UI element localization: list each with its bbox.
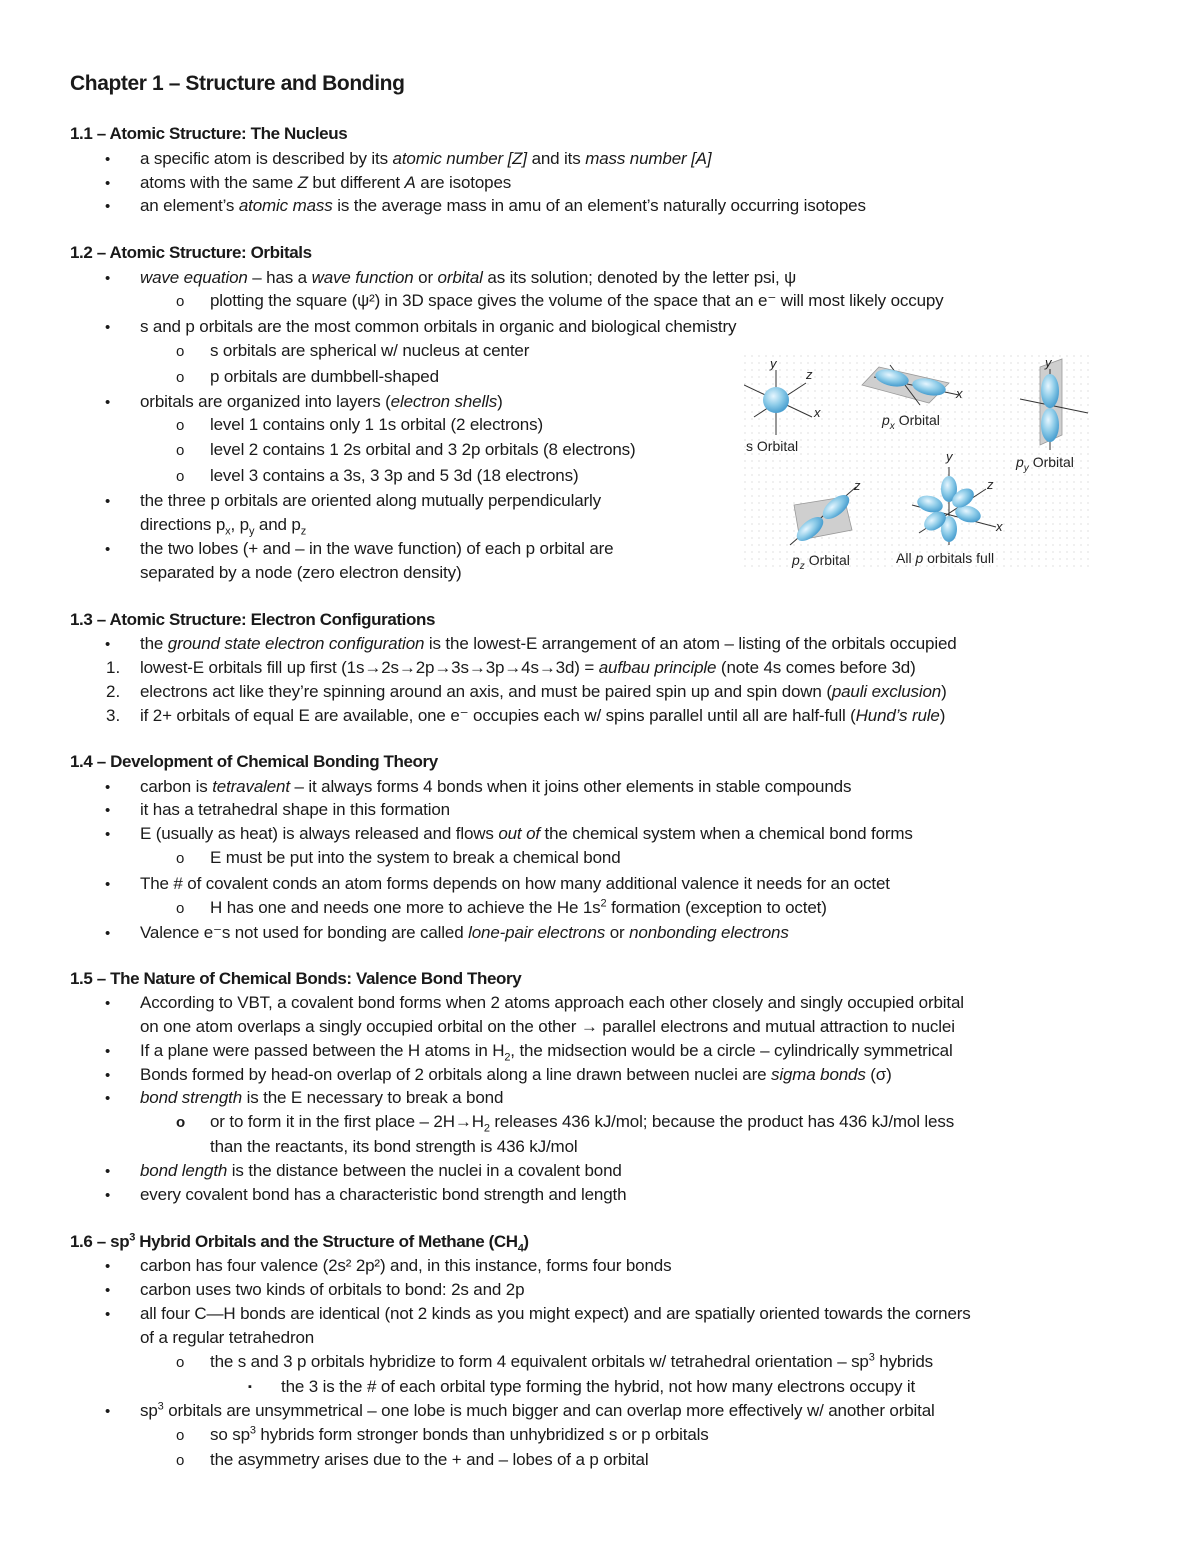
axis-label-y: y xyxy=(946,449,953,464)
bullet-marker: • xyxy=(105,1067,111,1084)
s-orbital-sphere xyxy=(763,387,789,413)
list-item-continuation: directions $p_x$, $p_y$ and $p_z$ xyxy=(140,515,307,538)
list-item: the s and 3 p orbitals hybridize to form 4 equivalent orbitals w/ tetrahedral orientation – $sp^3$ hybrids xyxy=(210,1351,934,1371)
axis-label-z: z xyxy=(987,477,994,492)
bullet-marker: • xyxy=(105,319,111,336)
list-item-continuation: separated by a node (zero electron density) xyxy=(140,563,462,582)
sub-bullet-marker: o xyxy=(176,1354,185,1371)
list-item: all four C—H bonds are identical (not 2 kinds as you might expect) and are spatially oriented towards the corners xyxy=(140,1304,971,1323)
bullet-marker: • xyxy=(105,1187,111,1204)
section-heading-1-1: 1.1 – Atomic Structure: The Nucleus xyxy=(70,124,348,143)
axis-label-x: x xyxy=(956,386,963,401)
bullet-marker: • xyxy=(105,1306,111,1323)
list-item: electrons act like they’re spinning around an axis, and must be paired spin up and spin down (pauli exclusion) xyxy=(140,682,947,701)
sub-bullet-marker: o xyxy=(176,1427,185,1444)
bullet-marker: • xyxy=(105,541,111,558)
sub-bullet-marker: o xyxy=(176,417,185,434)
py-lobe xyxy=(1041,374,1059,408)
bullet-marker: • xyxy=(105,1403,111,1420)
list-item: According to VBT, a covalent bond forms when 2 atoms approach each other closely and singly occupied orbital xyxy=(140,993,964,1012)
list-item: every covalent bond has a characteristic bond strength and length xyxy=(140,1185,627,1204)
bullet-marker: • xyxy=(105,1090,111,1107)
list-item-continuation: of a regular tetrahedron xyxy=(140,1328,315,1347)
section-heading-1-3: 1.3 – Atomic Structure: Electron Configurations xyxy=(70,610,436,629)
section-heading-1-5: 1.5 – The Nature of Chemical Bonds: Valence Bond Theory xyxy=(70,969,522,988)
sub-bullet-marker: o xyxy=(176,468,185,485)
bullet-marker: • xyxy=(105,175,111,192)
list-item: s and p orbitals are the most common orbitals in organic and biological chemistry xyxy=(140,317,737,336)
list-item: if 2+ orbitals of equal E are available, one e⁻ occupies each w/ spins parallel until all are half-full (Hund’s rule) xyxy=(140,706,946,725)
sub-bullet-marker: o xyxy=(176,293,185,310)
list-item: $sp^3$ orbitals are unsymmetrical – one lobe is much bigger and can overlap more effectively w/ another orbital xyxy=(140,1400,935,1420)
list-item: lowest-E orbitals fill up first (1s→2s→2p→3s→3p→4s→3d) = aufbau principle (note 4s comes before 3d) xyxy=(140,658,916,677)
list-item: so $sp^3$ hybrids form stronger bonds than unhybridized s or p orbitals xyxy=(210,1424,709,1444)
list-item: Bonds formed by head-on overlap of 2 orbitals along a line drawn between nuclei are sigma bonds (σ) xyxy=(140,1065,892,1084)
list-item: carbon uses two kinds of orbitals to bond: 2s and 2p xyxy=(140,1280,525,1299)
list-item: E must be put into the system to break a chemical bond xyxy=(210,848,621,867)
list-number: 2. xyxy=(106,682,121,701)
axis-label-z: z xyxy=(806,367,813,382)
list-item: H has one and needs one more to achieve the He $1s^2$ formation (exception to octet) xyxy=(210,897,827,917)
sub-sub-bullet-marker: ▪ xyxy=(248,1381,252,1393)
list-number: 1. xyxy=(106,658,121,677)
list-item: atoms with the same Z but different A are isotopes xyxy=(140,173,512,192)
sub-bullet-marker: o xyxy=(176,1452,185,1469)
list-item: s orbitals are spherical w/ nucleus at center xyxy=(210,341,530,360)
bullet-marker: • xyxy=(105,1163,111,1180)
list-item: level 1 contains only 1 1s orbital (2 electrons) xyxy=(210,415,543,434)
axis-label-x: x xyxy=(996,519,1003,534)
list-item: the asymmetry arises due to the + and – lobes of a p orbital xyxy=(210,1450,649,1469)
bullet-marker: • xyxy=(105,1258,111,1275)
all-p-orbitals-label: All p orbitals full xyxy=(896,550,995,566)
bullet-marker: • xyxy=(105,802,111,819)
list-item: the 3 is the # of each orbital type forming the hybrid, not how many electrons occupy it xyxy=(281,1377,916,1396)
bullet-marker: • xyxy=(105,826,111,843)
list-item: a specific atom is described by its atomic number [Z] and its mass number [A] xyxy=(140,149,712,168)
s-orbital-label: s Orbital xyxy=(746,438,799,454)
list-number: 3. xyxy=(106,706,121,725)
list-item: it has a tetrahedral shape in this formation xyxy=(140,800,450,819)
sub-bullet-marker: o xyxy=(176,343,185,360)
axis-label-x: x xyxy=(814,405,821,420)
py-orbital-label: $p_y$ Orbital xyxy=(1016,454,1074,474)
chapter-title: Chapter 1 – Structure and Bonding xyxy=(70,72,405,95)
axis-label-y: y xyxy=(770,356,777,371)
bullet-marker: • xyxy=(105,636,111,653)
bullet-marker: • xyxy=(105,394,111,411)
bullet-marker: • xyxy=(105,270,111,287)
px-orbital-label: $p_x$ Orbital xyxy=(882,412,940,432)
section-heading-1-4: 1.4 – Development of Chemical Bonding Theory xyxy=(70,752,438,771)
list-item: the ground state electron configuration is the lowest-E arrangement of an atom – listing of the orbitals occupied xyxy=(140,634,957,653)
bullet-marker: • xyxy=(105,925,111,942)
bullet-marker: • xyxy=(105,779,111,796)
bullet-marker: • xyxy=(105,1043,111,1060)
section-heading-1-6: $1.6 - sp^3$ Hybrid Orbitals and the Structure of Methane $(CH_4)$ xyxy=(70,1231,529,1255)
list-item: wave equation – has a wave function or orbital as its solution; denoted by the letter psi, ψ xyxy=(140,268,797,287)
list-item: Valence e⁻s not used for bonding are called lone-pair electrons or nonbonding electrons xyxy=(140,923,789,942)
list-item: bond strength is the E necessary to break a bond xyxy=(140,1088,504,1107)
bullet-marker: • xyxy=(105,1282,111,1299)
pz-orbital-label: $p_z$ Orbital xyxy=(792,552,850,570)
list-item: bond length is the distance between the nuclei in a covalent bond xyxy=(140,1161,622,1180)
list-item: The # of covalent conds an atom forms depends on how many additional valence it needs for an octet xyxy=(140,874,890,893)
axis-label-y: y xyxy=(1045,355,1052,370)
list-item: E (usually as heat) is always released and flows out of the chemical system when a chemical bond forms xyxy=(140,824,913,843)
sub-bullet-marker: o xyxy=(176,850,185,867)
orbital-figure xyxy=(744,355,1094,570)
list-item: or to form it in the first place – $2H\to H_2$ releases 436 kJ/mol; because the product has 436 kJ/mol less xyxy=(210,1112,955,1135)
sub-bullet-marker: o xyxy=(176,1114,186,1131)
list-item: carbon has four valence (2s² 2p²) and, in this instance, forms four bonds xyxy=(140,1256,672,1275)
list-item: an element’s atomic mass is the average mass in amu of an element’s naturally occurring isotopes xyxy=(140,196,866,215)
list-item: carbon is tetravalent – it always forms 4 bonds when it joins other elements in stable compounds xyxy=(140,777,852,796)
sub-bullet-marker: o xyxy=(176,442,185,459)
bullet-marker: • xyxy=(105,198,111,215)
list-item: the two lobes (+ and – in the wave function) of each p orbital are xyxy=(140,539,614,558)
list-item: plotting the square (ψ²) in 3D space gives the volume of the space that an e⁻ will most likely occupy xyxy=(210,291,944,310)
list-item: the three p orbitals are oriented along mutually perpendicularly xyxy=(140,491,602,510)
bullet-marker: • xyxy=(105,151,111,168)
bullet-marker: • xyxy=(105,995,111,1012)
list-item-continuation: on one atom overlaps a singly occupied orbital on the other → parallel electrons and mutual attraction to nuclei xyxy=(140,1017,955,1036)
axis-label-z: z xyxy=(854,478,861,493)
bullet-marker: • xyxy=(105,493,111,510)
list-item-continuation: than the reactants, its bond strength is 436 kJ/mol xyxy=(210,1137,578,1156)
list-item: level 3 contains a 3s, 3 3p and 5 3d (18 electrons) xyxy=(210,466,579,485)
bullet-marker: • xyxy=(105,876,111,893)
list-item: level 2 contains 1 2s orbital and 3 2p orbitals (8 electrons) xyxy=(210,440,636,459)
sub-bullet-marker: o xyxy=(176,900,185,917)
sub-bullet-marker: o xyxy=(176,369,185,386)
section-heading-1-2: 1.2 – Atomic Structure: Orbitals xyxy=(70,243,312,262)
list-item: If a plane were passed between the H atoms in $H_2$, the midsection would be a circle – cylindrically symmetrical xyxy=(140,1041,953,1064)
list-item: p orbitals are dumbbell-shaped xyxy=(210,367,439,386)
py-lobe xyxy=(1041,408,1059,442)
list-item: orbitals are organized into layers (electron shells) xyxy=(140,392,503,411)
